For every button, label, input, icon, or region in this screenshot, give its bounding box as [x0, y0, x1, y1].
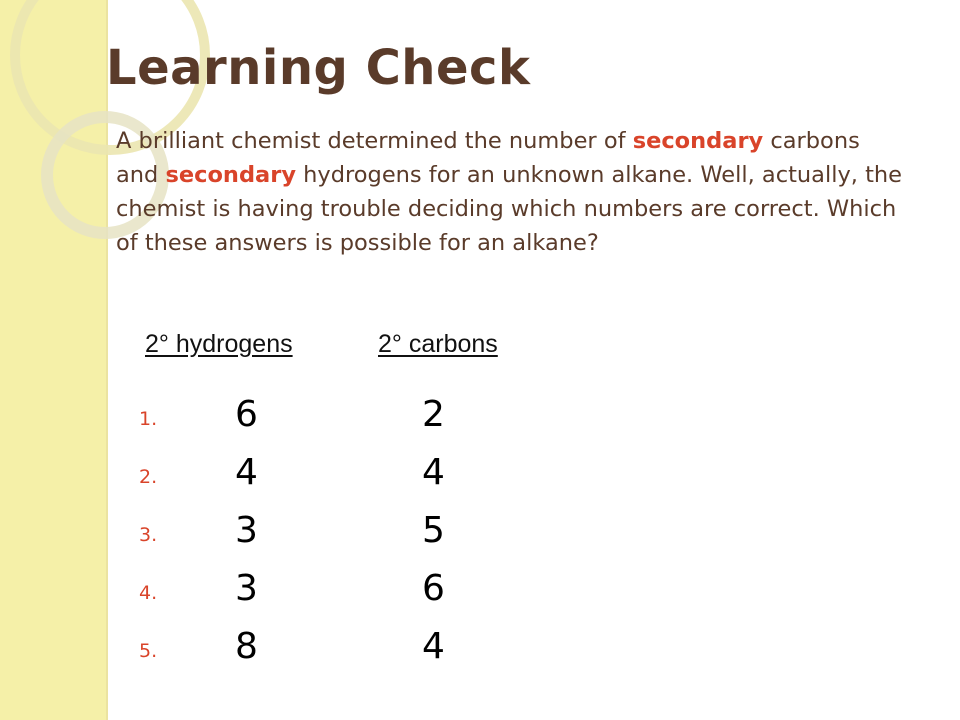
answer-hydrogens-value: 6 [235, 394, 258, 435]
secondary-highlight-2: secondary [165, 162, 297, 188]
answer-carbons-value: 4 [422, 626, 445, 667]
answer-hydrogens-value: 4 [235, 452, 258, 493]
answer-item [135, 624, 495, 682]
header-secondary-hydrogens: 2° hydrogens [145, 330, 293, 358]
answer-number: 5. [139, 640, 158, 662]
secondary-highlight-1: secondary [632, 128, 764, 154]
question-part-2: carbons and [116, 128, 860, 188]
question-text [116, 124, 906, 260]
answer-item [135, 508, 495, 566]
answer-carbons-value: 6 [422, 568, 445, 609]
answer-number: 4. [139, 582, 158, 604]
answer-carbons-value: 2 [422, 394, 445, 435]
answer-number: 2. [139, 466, 158, 488]
answer-number: 3. [139, 524, 158, 546]
header-secondary-carbons: 2° carbons [378, 330, 498, 358]
slide-title: Learning Check [106, 40, 531, 96]
question-part-1: A brilliant chemist determined the number of [116, 128, 633, 154]
answer-item [135, 450, 495, 508]
answer-item [135, 392, 495, 450]
answer-hydrogens-value: 3 [235, 510, 258, 551]
answer-hydrogens-value: 3 [235, 568, 258, 609]
answer-carbons-value: 5 [422, 510, 445, 551]
answer-carbons-value: 4 [422, 452, 445, 493]
answer-number: 1. [139, 408, 158, 430]
answer-item [135, 566, 495, 624]
question-part-3: hydrogens for an unknown alkane. Well, actually, the chemist is having trouble deciding which numbers are correct. Which of these answers is possible for an alkane? [116, 162, 903, 256]
answer-hydrogens-value: 8 [235, 626, 258, 667]
answer-list [135, 392, 495, 682]
